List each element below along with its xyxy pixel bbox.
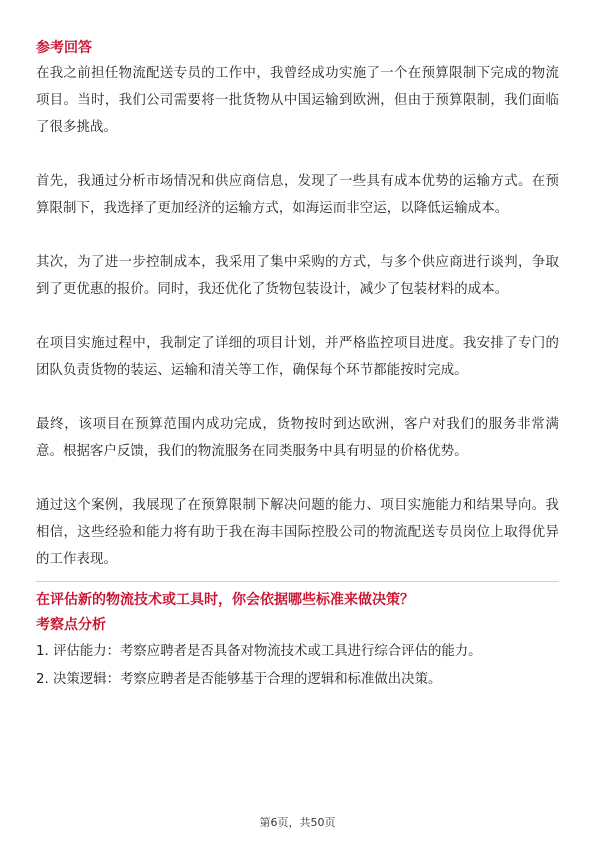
document-page [36,38,559,694]
paragraph-5: 最终，该项目在预算范围内成功完成，货物按时到达欧洲，客户对我们的服务非常满意。根据客户反馈，我们的物流服务在同类服务中具有明显的价格优势。 [36,417,559,459]
spacer [36,384,559,411]
paragraph-3: 其次，为了进一步控制成本，我采用了集中采购的方式，与多个供应商进行谈判，争取到了更优惠的报价。同时，我还优化了货物包装设计，减少了包装材料的成本。 [36,255,559,297]
answer-heading: 参考回答 [36,40,92,56]
paragraph-2: 首先，我通过分析市场情况和供应商信息，发现了一些具有成本优势的运输方式。在预算限制下，我选择了更加经济的运输方式，如海运而非空运，以降低运输成本。 [36,174,559,216]
paragraph-1: 在我之前担任物流配送专员的工作中，我曾经成功实施了一个在预算限制下完成的物流项目。当时，我们公司需要将一批货物从中国运输到欧洲，但由于预算限制，我们面临了很多挑战。 [36,66,559,135]
spacer [36,465,559,492]
section-divider [36,581,559,582]
spacer [36,222,559,249]
analysis-heading: 考察点分析 [36,617,106,633]
question-title: 在评估新的物流技术或工具时，你会依据哪些标准来做决策？ [36,592,414,608]
paragraph-4: 在项目实施过程中，我制定了详细的项目计划，并严格监控项目进度。我安排了专门的团队负责货物的装运、运输和清关等工作，确保每个环节都能按时完成。 [36,336,559,378]
spacer [36,303,559,330]
analysis-item-2: 2. 决策逻辑：考察应聘者是否能够基于合理的逻辑和标准做出决策。 [36,672,442,687]
page-footer: 第6页，共50页 [259,816,336,829]
spacer [36,141,559,168]
paragraph-6: 通过这个案例，我展现了在预算限制下解决问题的能力、项目实施能力和结果导向。我相信，这些经验和能力将有助于我在海丰国际控股公司的物流配送专员岗位上取得优异的工作表现。 [36,498,559,567]
analysis-item-1: 1. 评估能力：考察应聘者是否具备对物流技术或工具进行综合评估的能力。 [36,644,482,659]
